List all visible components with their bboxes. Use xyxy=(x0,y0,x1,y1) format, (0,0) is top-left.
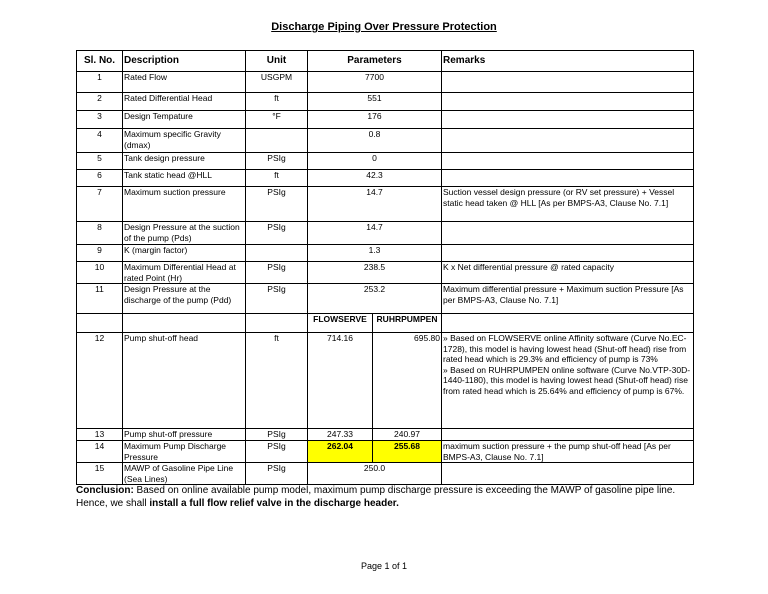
description-cell: Maximum suction pressure xyxy=(123,187,246,222)
unit-cell: PSIg xyxy=(246,187,308,222)
remark-ruhrpumpen: » Based on RUHRPUMPEN online software (Curve No.VTP-30D-1440-1180), this model is having lowest head (Shut-off head) rise from rated head which is 25.64% and efficiency of pump is 67%. xyxy=(443,364,691,396)
description-cell: Pump shut-off pressure xyxy=(123,429,246,441)
remarks-cell xyxy=(442,333,694,429)
description-cell: K (margin factor) xyxy=(123,245,246,262)
flowserve-highlight-cell: 262.04 xyxy=(308,441,373,463)
description-cell: Pump shut-off head xyxy=(123,333,246,429)
conclusion-action: install a full flow relief valve in the discharge header. xyxy=(149,498,399,509)
table-row xyxy=(77,245,694,262)
description-cell: MAWP of Gasoline Pipe Line (Sea Lines) xyxy=(123,463,246,485)
sl-cell: 3 xyxy=(77,111,123,129)
remarks-cell: K x Net differential pressure @ rated capacity xyxy=(442,262,694,284)
description-cell: Rated Flow xyxy=(123,72,246,93)
sl-cell: 8 xyxy=(77,222,123,245)
remarks-cell xyxy=(442,153,694,170)
description-cell: Maximum specific Gravity (dmax) xyxy=(123,129,246,153)
unit-cell: PSIg xyxy=(246,222,308,245)
parameters-table xyxy=(76,50,694,485)
value-cell: 7700 xyxy=(308,72,442,93)
table-row xyxy=(77,429,694,441)
table-row xyxy=(77,333,694,429)
vendor-flowserve-header: FLOWSERVE xyxy=(308,314,373,333)
remarks-cell: Maximum differential pressure + Maximum suction Pressure [As per BMPS-A3, Clause No. 7.1] xyxy=(442,284,694,314)
description-cell: Design Tempature xyxy=(123,111,246,129)
description-cell: Maximum Pump Discharge Pressure xyxy=(123,441,246,463)
page-title: Discharge Piping Over Pressure Protection xyxy=(271,21,497,33)
sl-cell: 15 xyxy=(77,463,123,485)
remarks-cell xyxy=(442,245,694,262)
description-cell: Design Pressure at the suction of the pump (Pds) xyxy=(123,222,246,245)
description-cell: Tank design pressure xyxy=(123,153,246,170)
sl-cell: 12 xyxy=(77,333,123,429)
conclusion xyxy=(76,484,716,510)
sl-cell: 2 xyxy=(77,93,123,111)
unit-cell: PSIg xyxy=(246,262,308,284)
unit-cell: ft xyxy=(246,170,308,187)
table-header-row xyxy=(77,51,694,72)
table-row xyxy=(77,129,694,153)
value-cell: 551 xyxy=(308,93,442,111)
unit-cell xyxy=(246,245,308,262)
vendor-header-row xyxy=(77,314,694,333)
remarks-cell: maximum suction pressure + the pump shut-off head [As per BMPS-A3, Clause No. 7.1] xyxy=(442,441,694,463)
value-cell: 238.5 xyxy=(308,262,442,284)
value-cell: 250.0 xyxy=(308,463,442,485)
remarks-cell xyxy=(442,72,694,93)
vendor-ruhrpumpen-header: RUHRPUMPEN xyxy=(373,314,442,333)
remark-flowserve: » Based on FLOWSERVE online Affinity software (Curve No.EC-1728), this model is having lowest head (Shut-off head) rise from rated head which is 29.3% and efficiency of pump is 73% xyxy=(443,333,687,364)
value-cell: 0.8 xyxy=(308,129,442,153)
unit-cell: ft xyxy=(246,333,308,429)
description-cell: Design Pressure at the discharge of the pump (Pdd) xyxy=(123,284,246,314)
table-row xyxy=(77,72,694,93)
description-cell: Tank static head @HLL xyxy=(123,170,246,187)
remarks-cell xyxy=(442,129,694,153)
remarks-cell xyxy=(442,93,694,111)
header-sl-no: Sl. No. xyxy=(77,51,123,72)
page-footer: Page 1 of 1 xyxy=(360,561,408,571)
unit-cell: PSIg xyxy=(246,153,308,170)
sl-cell: 14 xyxy=(77,441,123,463)
table-row xyxy=(77,111,694,129)
table-row xyxy=(77,93,694,111)
remarks-cell xyxy=(442,111,694,129)
conclusion-text: Based on online available pump model, maximum pump discharge pressure is exceeding the MAWP of gasoline pipe line. xyxy=(133,485,676,496)
value-cell: 14.7 xyxy=(308,222,442,245)
sl-cell: 4 xyxy=(77,129,123,153)
sl-cell: 1 xyxy=(77,72,123,93)
flowserve-value-cell: 247.33 xyxy=(308,429,373,441)
table-row xyxy=(77,222,694,245)
sl-cell: 9 xyxy=(77,245,123,262)
remarks-cell xyxy=(442,222,694,245)
ruhrpumpen-highlight-cell: 255.68 xyxy=(373,441,442,463)
conclusion-label: Conclusion: xyxy=(76,485,134,496)
description-cell: Rated Differential Head xyxy=(123,93,246,111)
value-cell: 42.3 xyxy=(308,170,442,187)
table-row xyxy=(77,153,694,170)
table-row xyxy=(77,170,694,187)
header-unit: Unit xyxy=(246,51,308,72)
header-description: Description xyxy=(123,51,246,72)
unit-cell: PSIg xyxy=(246,284,308,314)
sl-cell: 7 xyxy=(77,187,123,222)
value-cell: 253.2 xyxy=(308,284,442,314)
flowserve-value-cell: 714.16 xyxy=(308,333,373,429)
value-cell: 176 xyxy=(308,111,442,129)
conclusion-text-2: Hence, we shall xyxy=(76,498,150,509)
ruhrpumpen-value-cell: 240.97 xyxy=(373,429,442,441)
unit-cell: °F xyxy=(246,111,308,129)
value-cell: 0 xyxy=(308,153,442,170)
sl-cell: 13 xyxy=(77,429,123,441)
table-row xyxy=(77,187,694,222)
unit-cell: USGPM xyxy=(246,72,308,93)
value-cell: 1.3 xyxy=(308,245,442,262)
remarks-cell: Suction vessel design pressure (or RV set pressure) + Vessel static head taken @ HLL [As per BMPS-A3, Clause No. 7.1] xyxy=(442,187,694,222)
header-remarks: Remarks xyxy=(442,51,694,72)
value-cell: 14.7 xyxy=(308,187,442,222)
table-row xyxy=(77,284,694,314)
table-row xyxy=(77,262,694,284)
table-row xyxy=(77,463,694,485)
unit-cell: PSIg xyxy=(246,441,308,463)
remarks-cell xyxy=(442,170,694,187)
description-cell: Maximum Differential Head at rated Point (Hr) xyxy=(123,262,246,284)
ruhrpumpen-value-cell: 695.80 xyxy=(373,333,442,429)
sl-cell: 5 xyxy=(77,153,123,170)
table-row xyxy=(77,441,694,463)
unit-cell: PSIg xyxy=(246,429,308,441)
sl-cell: 11 xyxy=(77,284,123,314)
sl-cell: 10 xyxy=(77,262,123,284)
unit-cell: PSIg xyxy=(246,463,308,485)
unit-cell: ft xyxy=(246,93,308,111)
header-parameters: Parameters xyxy=(308,51,442,72)
sl-cell: 6 xyxy=(77,170,123,187)
unit-cell xyxy=(246,129,308,153)
